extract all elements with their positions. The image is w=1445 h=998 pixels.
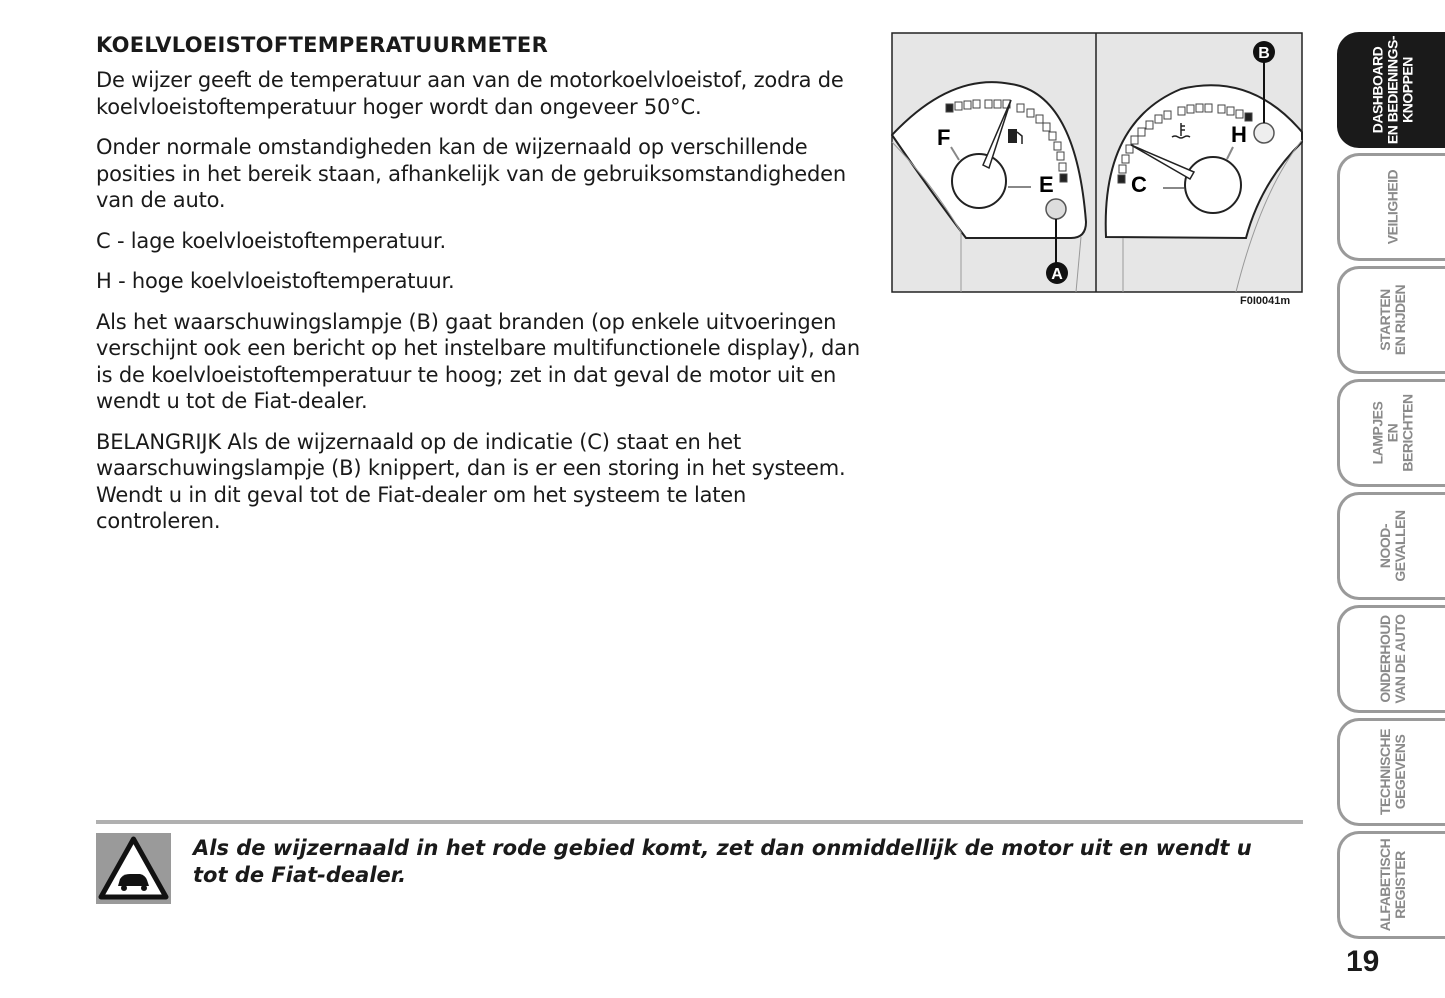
section-title: KOELVLOEISTOFTEMPERATUURMETER bbox=[96, 33, 549, 57]
coolant-hot-label: H bbox=[1231, 122, 1247, 147]
fuel-empty-label: E bbox=[1039, 172, 1054, 197]
tab-lampjes[interactable] bbox=[1337, 379, 1445, 487]
coolant-cold-label: C bbox=[1131, 172, 1147, 197]
callout-a-label: A bbox=[1051, 266, 1063, 283]
fuel-full-label: F bbox=[937, 125, 951, 150]
coolant-warning-lamp bbox=[1254, 123, 1274, 143]
warning-divider bbox=[96, 820, 1303, 824]
fuel-warning-lamp bbox=[1046, 199, 1066, 219]
tab-label: ALFABETISCH REGISTER bbox=[1376, 838, 1408, 932]
paragraph: H - hoge koelvloeistoftemperatuur. bbox=[96, 269, 455, 293]
paragraph: Als het waarschuwingslampje (B) gaat branden (op enkele uitvoeringen verschijnt ook een bericht op het instelbare multifunctionele display), dan is de koelvloeistoftemperatuur te hoog; zet in dat geval de motor uit en wendt u tot de Fiat-dealer. bbox=[96, 309, 860, 413]
paragraph: De wijzer geeft de temperatuur aan van de motorkoelvloeistof, zodra de koelvloeistoftemperatuur hoger wordt dan ongeveer 50°C. bbox=[96, 68, 844, 119]
tab-label: STARTEN EN RIJDEN bbox=[1376, 284, 1408, 356]
tab-dashboard[interactable] bbox=[1337, 32, 1445, 148]
tab-veiligheid[interactable] bbox=[1337, 153, 1445, 261]
warning-triangle-car-icon bbox=[96, 833, 171, 904]
tab-label: DASHBOARD EN BEDIENINGS- KNOPPEN bbox=[1369, 35, 1415, 145]
tab-label: TECHNISCHE GEGEVENS bbox=[1376, 729, 1408, 816]
paragraph: C - lage koelvloeistoftemperatuur. bbox=[96, 228, 446, 253]
tab-starten[interactable] bbox=[1337, 266, 1445, 374]
paragraph: Onder normale omstandigheden kan de wijzernaald op verschillende posities in het bereik staan, afhankelijk van de gebruiksomstandigheden van de auto. bbox=[96, 135, 846, 212]
main-content bbox=[96, 33, 866, 549]
page-number: 19 bbox=[1346, 945, 1380, 978]
tab-label: NOOD- GEVALLEN bbox=[1376, 510, 1408, 582]
callout-b-label: B bbox=[1258, 45, 1270, 62]
warning-text: Als de wijzernaald in het rode gebied komt, zet dan onmiddellijk de motor uit en wendt u tot de Fiat-dealer. bbox=[193, 836, 1252, 887]
tab-technische[interactable] bbox=[1337, 718, 1445, 826]
figure-code: F0I0041m bbox=[1240, 295, 1291, 307]
tab-noodgevallen[interactable] bbox=[1337, 492, 1445, 600]
paragraph: BELANGRIJK Als de wijzernaald op de indicatie (C) staat en het waarschuwingslampje (B) knippert, dan is er een storing in het systeem. Wendt u in dit geval tot de Fiat-dealer om het systeem te laten controleren. bbox=[96, 429, 846, 533]
gauge-illustration bbox=[891, 32, 1303, 293]
chapter-tabs bbox=[1337, 32, 1445, 944]
tab-onderhoud[interactable] bbox=[1337, 605, 1445, 713]
tab-label: LAMPJES EN BERICHTEN bbox=[1369, 394, 1415, 472]
tab-register[interactable] bbox=[1337, 831, 1445, 939]
tab-label: VEILIGHEID bbox=[1384, 169, 1400, 245]
tab-label: ONDERHOUD VAN DE AUTO bbox=[1376, 614, 1408, 704]
